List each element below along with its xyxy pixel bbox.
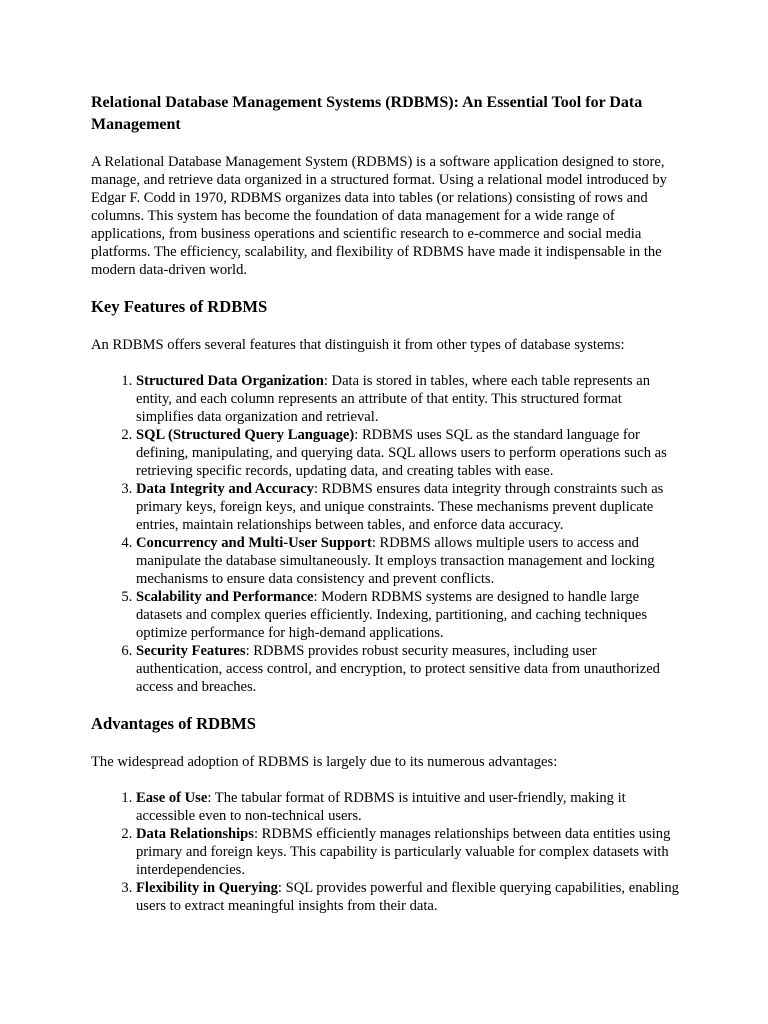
list-item-term: Structured Data Organization <box>136 373 324 389</box>
list-item-term: Ease of Use <box>136 790 208 806</box>
list-item-text: : RDBMS uses SQL as the standard language for defining, manipulating, and querying data. SQL allows users to perform operations such as retrieving specific records, updating data, and creating tables with ease. <box>136 427 667 479</box>
features-heading: Key Features of RDBMS <box>91 297 268 316</box>
list-item <box>136 480 681 534</box>
list-item-term: Flexibility in Querying <box>136 880 278 896</box>
list-item <box>136 825 681 879</box>
list-item <box>136 426 681 480</box>
list-item <box>136 372 681 426</box>
list-item-text: : RDBMS ensures data integrity through constraints such as primary keys, foreign keys, and unique constraints. These mechanisms prevent duplicate entries, maintain relationships between tables, and enforce data accuracy. <box>136 481 664 533</box>
list-item-term: SQL (Structured Query Language) <box>136 427 355 443</box>
document-page <box>91 92 681 933</box>
intro-paragraph: A Relational Database Management System (RDBMS) is a software application designed to store, manage, and retrieve data organized in a structured format. Using a relational model introduced by Edgar F. Codd in 1970, RDBMS organizes data into tables (or relations) consisting of rows and columns. This system has become the foundation of data management for a wide range of applications, from business operations and scientific research to e-commerce and social media platforms. The efficiency, scalability, and flexibility of RDBMS have made it indispensable in the modern data-driven world. <box>91 154 667 278</box>
list-item <box>136 789 681 825</box>
list-item-text: : Modern RDBMS systems are designed to handle large datasets and complex queries efficiently. Indexing, partitioning, and caching techniques optimize performance for high-demand applications. <box>136 589 648 641</box>
list-item-text: : Data is stored in tables, where each table represents an entity, and each column represents an attribute of that entity. This structured format simplifies data organization and retrieval. <box>136 373 651 425</box>
list-item <box>136 588 681 642</box>
list-item-term: Security Features <box>136 643 246 659</box>
list-item-term: Data Relationships <box>136 826 254 842</box>
list-item-text: : RDBMS efficiently manages relationships between data entities using primary and foreign keys. This capability is particularly valuable for complex datasets with interdependencies. <box>136 826 671 878</box>
list-item-term: Scalability and Performance <box>136 589 314 605</box>
advantages-heading: Advantages of RDBMS <box>91 714 257 733</box>
features-lead: An RDBMS offers several features that distinguish it from other types of database systems: <box>91 337 625 353</box>
list-item <box>136 642 681 696</box>
features-list <box>91 372 681 696</box>
list-item-text: : The tabular format of RDBMS is intuitive and user-friendly, making it accessible even to non-technical users. <box>136 790 626 824</box>
list-item-text: : RDBMS provides robust security measures, including user authentication, access control, and encryption, to protect sensitive data from unauthorized access and breaches. <box>136 643 660 695</box>
advantages-lead: The widespread adoption of RDBMS is largely due to its numerous advantages: <box>91 754 558 770</box>
list-item <box>136 534 681 588</box>
list-item-text: : SQL provides powerful and flexible querying capabilities, enabling users to extract meaningful insights from their data. <box>136 880 679 914</box>
list-item <box>136 879 681 915</box>
list-item-term: Data Integrity and Accuracy <box>136 481 314 497</box>
list-item-term: Concurrency and Multi-User Support <box>136 535 372 551</box>
advantages-list <box>91 789 681 915</box>
list-item-text: : RDBMS allows multiple users to access and manipulate the database simultaneously. It employs transaction management and locking mechanisms to ensure data consistency and prevent conflicts. <box>136 535 655 587</box>
document-title: Relational Database Management Systems (RDBMS): An Essential Tool for Data Management <box>91 94 643 133</box>
